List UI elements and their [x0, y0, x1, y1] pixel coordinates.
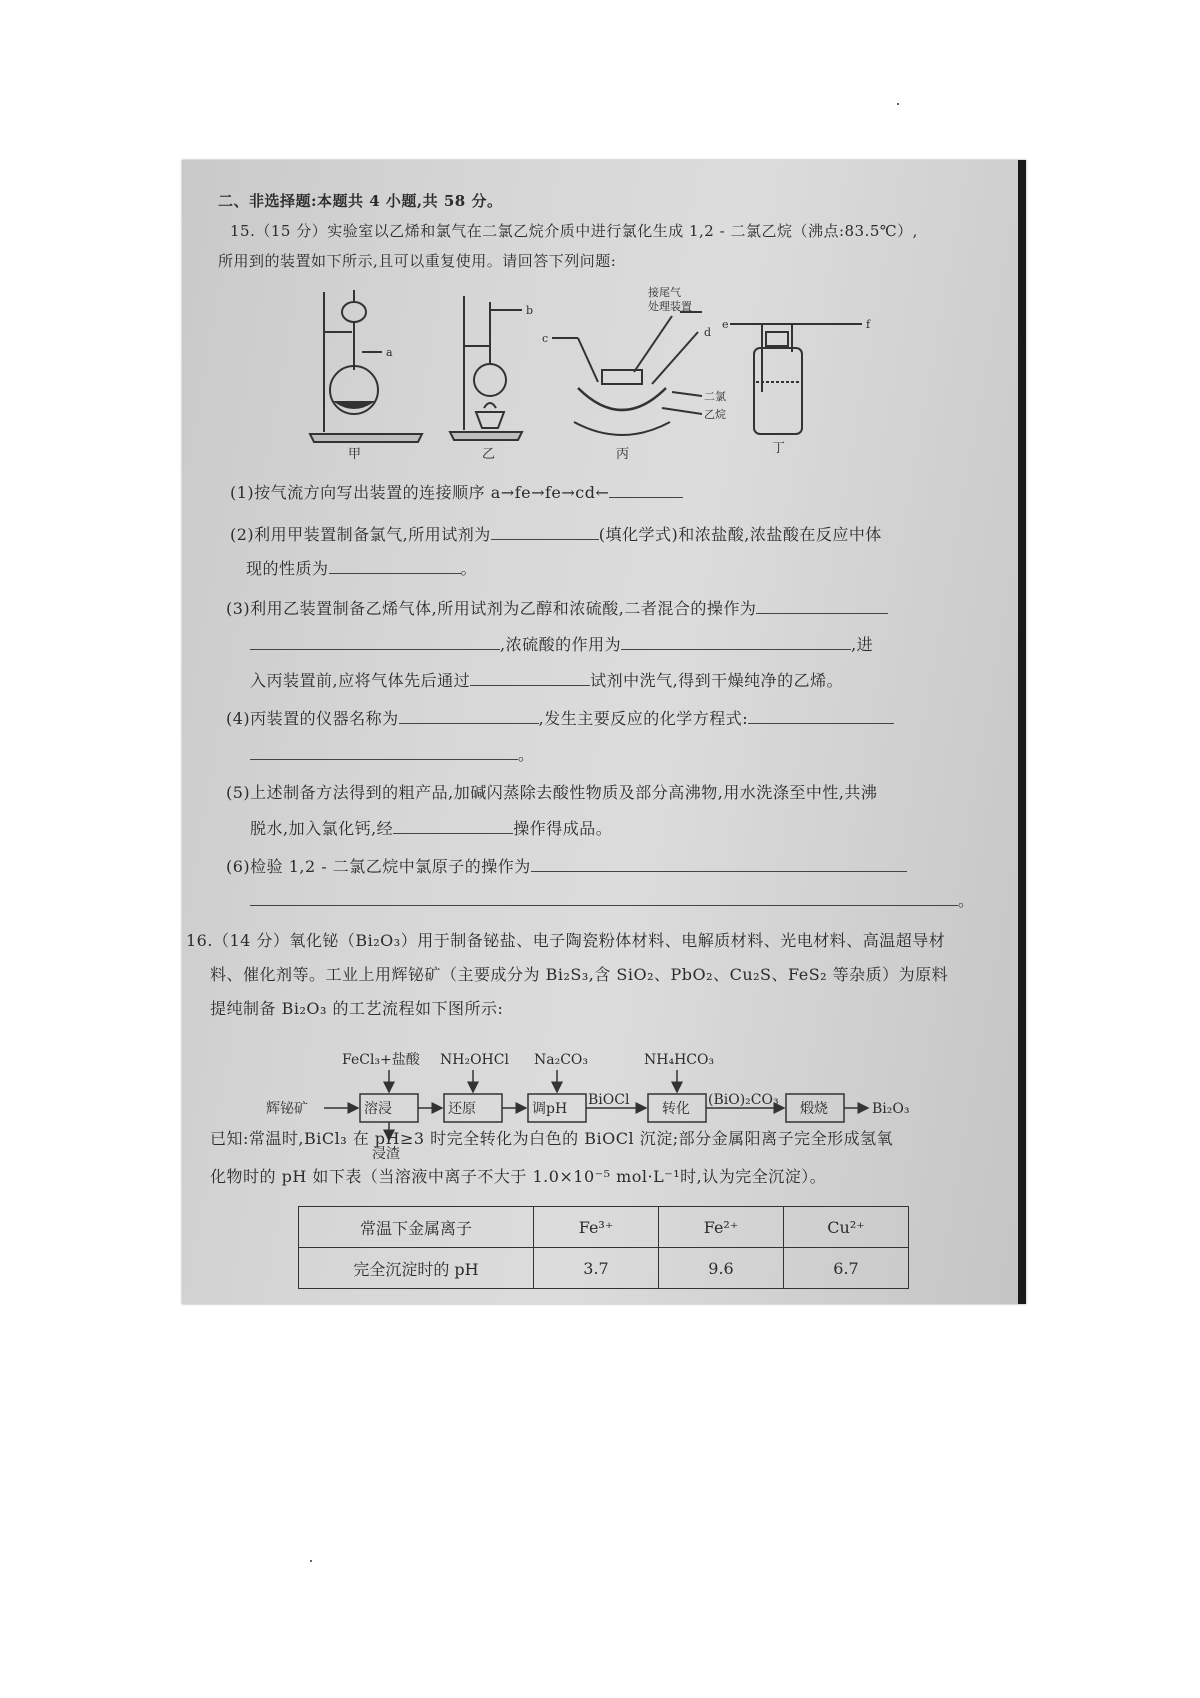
flow-reagent-2: NH₂OHCl [440, 1052, 509, 1068]
label-d: d [704, 326, 712, 339]
q15-part-5-cont [250, 816, 612, 839]
q15-p3c-text: ,进 [851, 635, 874, 654]
blank-12[interactable] [531, 857, 907, 872]
exam-sheet-photo [182, 160, 1026, 1304]
flow-step-5: 煅烧 [800, 1101, 828, 1117]
q15-p4-period: 。 [518, 745, 535, 764]
q15-part-6-cont [250, 888, 975, 911]
label-ding: 丁 [772, 441, 786, 456]
table-cell: Fe²⁺ [659, 1207, 784, 1248]
q16-intro-2: 料、催化剂等。工业上用辉铋矿（主要成分为 Bi₂S₃,含 SiO₂、PbO₂、Cu₂S、FeS₂ 等杂质）为原料 [210, 965, 949, 984]
blank-7[interactable] [470, 671, 590, 686]
flow-mid-2: (BiO)₂CO₃ [708, 1092, 779, 1108]
label-yi: 乙 [482, 447, 496, 462]
flow-reagent-4: NH₄HCO₃ [644, 1052, 715, 1068]
flow-mid-1: BiOCl [588, 1092, 630, 1108]
label-b: b [526, 304, 534, 317]
q15-p4b-text: ,发生主要反应的化学方程式: [538, 709, 749, 728]
q15-part-2-cont [246, 556, 477, 579]
label-dichloro-1: 二氯 [704, 390, 726, 403]
q16-intro-1: 16.（14 分）氧化铋（Bi₂O₃）用于制备铋盐、电子陶瓷粉体材料、电解质材料、光电材料、高温超导材 [186, 931, 946, 950]
blank-4[interactable] [756, 599, 888, 614]
label-e: e [722, 318, 729, 331]
label-dichloro-2: 乙烷 [704, 408, 726, 421]
blank-5[interactable] [250, 635, 500, 650]
q15-part-3-cont-2 [250, 668, 843, 691]
label-tail-gas-1: 接尾气 [648, 286, 681, 299]
section-title: 二、非选择题:本题共 4 小题,共 58 分。 [218, 192, 503, 210]
q15-p4a-text: (4)丙装置的仪器名称为 [226, 709, 399, 728]
flow-residue: 浸渣 [372, 1146, 400, 1162]
label-c: c [542, 332, 549, 345]
blank-9[interactable] [748, 709, 894, 724]
blank-1[interactable] [609, 483, 683, 498]
blank-13[interactable] [250, 891, 958, 906]
q16-intro-3: 提纯制备 Bi₂O₃ 的工艺流程如下图所示: [210, 999, 504, 1018]
stray-mark [310, 1560, 312, 1562]
flow-step-2: 还原 [448, 1101, 476, 1117]
table-cell: 9.6 [659, 1248, 784, 1289]
label-bing: 丙 [616, 447, 630, 462]
q15-p2c-text: 现的性质为 [246, 559, 329, 578]
q15-p6-text: (6)检验 1,2 - 二氯乙烷中氯原子的操作为 [226, 857, 531, 876]
ph-table [298, 1206, 909, 1289]
flow-step-1: 溶浸 [364, 1101, 392, 1117]
blank-6[interactable] [621, 635, 851, 650]
table-cell: 常温下金属离子 [299, 1207, 534, 1248]
table-row [299, 1207, 909, 1248]
q15-intro-1: 15.（15 分）实验室以乙烯和氯气在二氯乙烷介质中进行氯化生成 1,2 - 二氯乙烷（沸点:83.5℃）, [230, 222, 918, 240]
flow-reagent-3: Na₂CO₃ [534, 1052, 589, 1068]
flow-product: Bi₂O₃ [872, 1101, 910, 1117]
q15-p3a-text: (3)利用乙装置制备乙烯气体,所用试剂为乙醇和浓硫酸,二者混合的操作为 [226, 599, 757, 618]
q15-part-4 [226, 706, 894, 729]
q15-intro-2: 所用到的装置如下所示,且可以重复使用。请回答下列问题: [218, 252, 617, 270]
q15-p1-text: (1)按气流方向写出装置的连接顺序 a→fe→fe→cd← [230, 483, 610, 502]
table-cell: Cu²⁺ [784, 1207, 909, 1248]
flow-reagent-1: FeCl₃+盐酸 [342, 1052, 420, 1068]
q15-p5c-text: 操作得成品。 [513, 819, 613, 838]
flow-step-4: 转化 [662, 1101, 690, 1117]
q15-part-6 [226, 854, 907, 877]
table-row [299, 1248, 909, 1289]
label-tail-gas-2: 处理装置 [648, 300, 692, 313]
q15-part-3 [226, 596, 888, 619]
q15-part-2 [230, 522, 882, 545]
q15-part-4-cont [250, 742, 535, 765]
table-cell: 完全沉淀时的 pH [299, 1248, 534, 1289]
flow-step-3: 调pH [532, 1101, 568, 1117]
apparatus-diagram [182, 272, 1026, 462]
q15-part-3-cont-1 [250, 632, 873, 655]
q15-p2a-text: (2)利用甲装置制备氯气,所用试剂为 [230, 525, 491, 544]
q15-p5b-text: 脱水,加入氯化钙,经 [250, 819, 394, 838]
q15-p3b-text: ,浓硫酸的作用为 [500, 635, 622, 654]
label-jia: 甲 [348, 447, 362, 462]
q15-p2-period: 。 [460, 559, 478, 578]
q15-p3d-text: 入丙装置前,应将气体先后通过 [250, 671, 471, 690]
flow-ore: 辉铋矿 [266, 1101, 308, 1117]
q15-part-5: (5)上述制备方法得到的粗产品,加碱闪蒸除去酸性物质及部分高沸物,用水洗涤至中性,共沸 [226, 783, 878, 802]
q15-p2b-text: (填化学式)和浓盐酸,浓盐酸在反应中体 [598, 525, 882, 544]
table-cell: Fe³⁺ [534, 1207, 659, 1248]
label-a: a [386, 346, 393, 359]
blank-3[interactable] [329, 559, 461, 574]
label-f: f [866, 318, 871, 331]
q15-part-1 [230, 480, 683, 503]
blank-10[interactable] [250, 745, 518, 760]
q16-known-1: 已知:常温时,BiCl₃ 在 pH≥3 时完全转化为白色的 BiOCl 沉淀;部分金属阳离子完全形成氢氧 [210, 1129, 894, 1148]
q16-known-2: 化物时的 pH 如下表（当溶液中离子不大于 1.0×10⁻⁵ mol·L⁻¹时,认为完全沉淀）。 [210, 1167, 827, 1186]
blank-11[interactable] [393, 819, 513, 834]
blank-8[interactable] [399, 709, 539, 724]
q15-p3e-text: 试剂中洗气,得到干燥纯净的乙烯。 [590, 671, 844, 690]
blank-2[interactable] [491, 525, 599, 540]
q15-p6-period: 。 [958, 891, 975, 910]
stray-mark [897, 103, 899, 105]
table-cell: 6.7 [784, 1248, 909, 1289]
table-cell: 3.7 [534, 1248, 659, 1289]
